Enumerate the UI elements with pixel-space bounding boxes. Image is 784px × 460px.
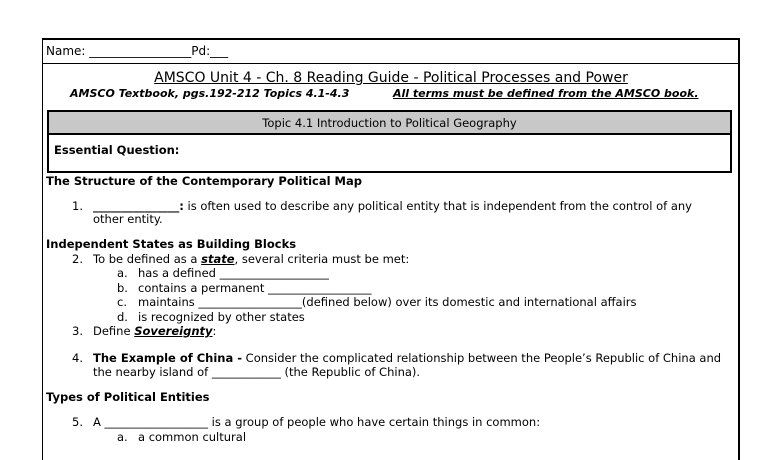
q4-text-cont[interactable]: the nearby island of ____________ (the Republic of China). bbox=[93, 365, 421, 379]
section-heading-types: Types of Political Entities bbox=[46, 390, 210, 404]
topic-banner bbox=[47, 110, 732, 135]
section-heading-structure: The Structure of the Contemporary Political Map bbox=[46, 174, 362, 188]
q1-text bbox=[93, 199, 692, 213]
criteria-letter-a: a. bbox=[117, 266, 128, 280]
criteria-item-c[interactable]: maintains __________________(defined below) over its domestic and international affairs bbox=[138, 295, 637, 309]
term-state: state bbox=[201, 252, 235, 266]
criteria-item-b[interactable]: contains a permanent __________________ bbox=[138, 281, 372, 295]
name-period-field[interactable]: Name: _________________Pd:___ bbox=[46, 44, 229, 58]
q2-pre: To be defined as a bbox=[93, 252, 202, 266]
q4-number: 4. bbox=[72, 351, 83, 365]
q4-heading: The Example of China - bbox=[93, 351, 243, 365]
criteria-letter-b: b. bbox=[117, 281, 128, 295]
essential-question-box[interactable] bbox=[47, 135, 732, 173]
instructions-note: All terms must be defined from the AMSCO book. bbox=[393, 87, 699, 100]
q1-prompt: is often used to describe any political entity that is independent from the control of any bbox=[183, 199, 692, 213]
q3-pre: Define bbox=[93, 324, 135, 338]
q4-prompt: Consider the complicated relationship between the People’s Republic of China and bbox=[242, 351, 722, 365]
header-divider bbox=[42, 63, 739, 64]
criteria-letter-c: c. bbox=[117, 295, 127, 309]
q5-text[interactable]: A __________________ is a group of people who have certain things in common: bbox=[93, 415, 541, 429]
q3-post: : bbox=[212, 324, 217, 338]
criteria-letter-d: d. bbox=[117, 310, 128, 324]
q1-text-cont: other entity. bbox=[93, 212, 163, 226]
q1-number: 1. bbox=[72, 199, 83, 213]
q2-text bbox=[93, 252, 409, 266]
q5a-text: a common cultural bbox=[138, 430, 247, 444]
essential-question-label: Essential Question: bbox=[54, 143, 180, 157]
q5-number: 5. bbox=[72, 415, 83, 429]
q2-post: , several criteria must be met: bbox=[234, 252, 410, 266]
q3-text bbox=[93, 324, 216, 338]
criteria-item-a[interactable]: has a defined ___________________ bbox=[138, 266, 329, 280]
term-sovereignty: Sovereignty bbox=[134, 324, 213, 338]
criteria-item-d: is recognized by other states bbox=[138, 310, 305, 324]
q2-number: 2. bbox=[72, 252, 83, 266]
topic-banner-label: Topic 4.1 Introduction to Political Geography bbox=[262, 115, 517, 130]
q5a-letter: a. bbox=[117, 430, 128, 444]
section-heading-independent: Independent States as Building Blocks bbox=[46, 237, 297, 251]
textbook-reference: AMSCO Textbook, pgs.192-212 Topics 4.1-4.3 bbox=[70, 87, 350, 100]
q4-text bbox=[93, 351, 721, 365]
q1-blank[interactable]: _______________: bbox=[93, 199, 184, 213]
page-title: AMSCO Unit 4 - Ch. 8 Reading Guide - Political Processes and Power bbox=[154, 70, 628, 86]
q3-number: 3. bbox=[72, 324, 83, 338]
